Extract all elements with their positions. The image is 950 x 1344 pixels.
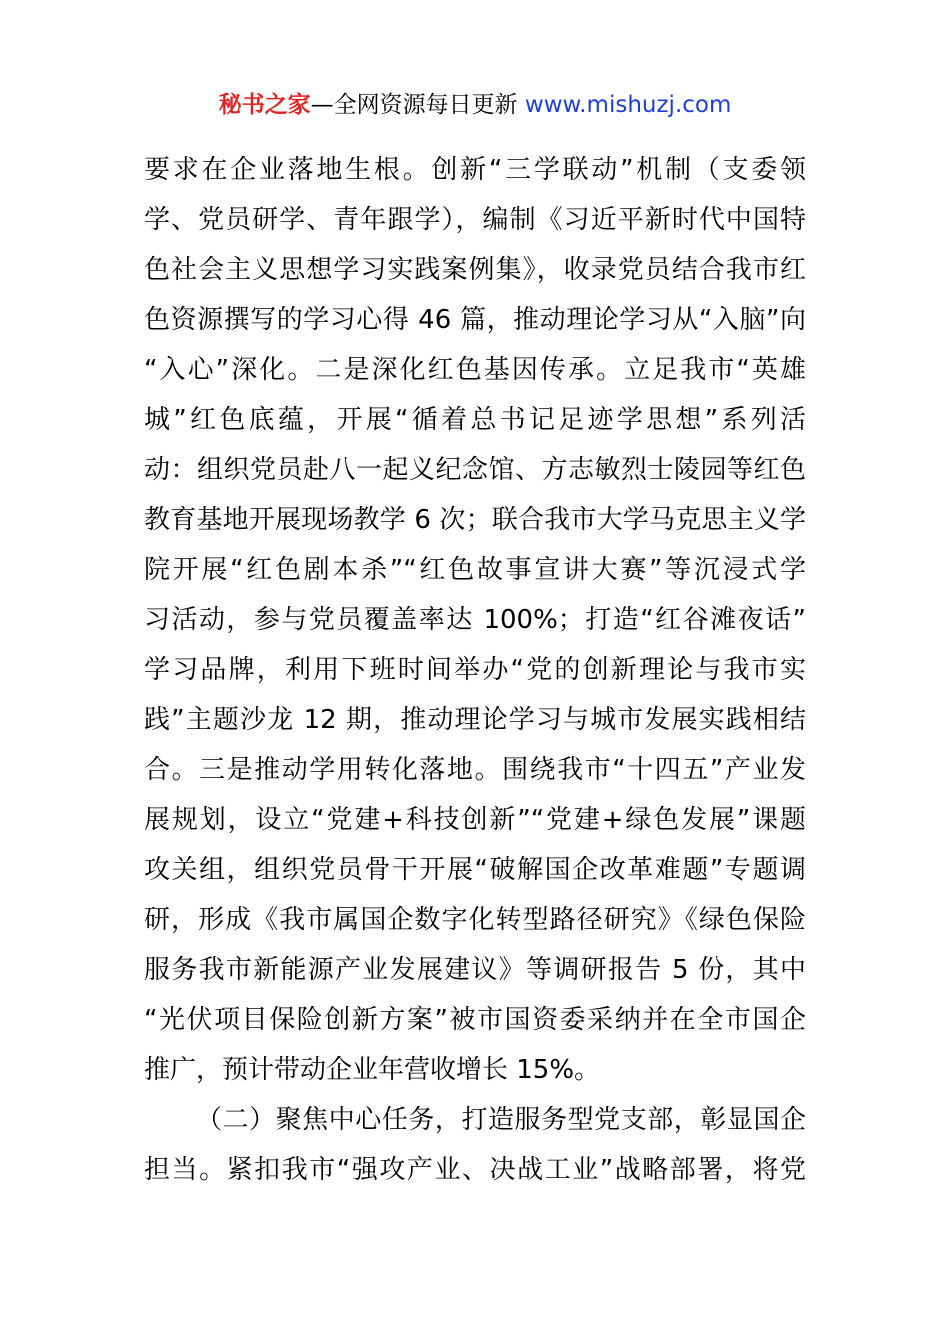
text-line: 城”红色底蕴，开展“循着总书记足迹学思想”系列活	[144, 405, 806, 435]
text-line: 教育基地开展现场教学 6 次；联合我市大学马克思主义学	[144, 505, 806, 535]
text-line: 学、党员研学、青年跟学），编制《习近平新时代中国特	[144, 205, 806, 235]
site-url[interactable]: www.mishuzj.com	[524, 92, 732, 118]
text-line: 学习品牌，利用下班时间举办“党的创新理论与我市实	[144, 655, 806, 685]
text-line: 服务我市新能源产业发展建议》等调研报告 5 份，其中	[144, 955, 806, 985]
text-line: 攻关组，组织党员骨干开展“破解国企改革难题”专题调	[144, 855, 806, 885]
text-line: 展规划，设立“党建+科技创新”“党建+绿色发展”课题	[144, 805, 806, 835]
text-line: 践”主题沙龙 12 期，推动理论学习与城市发展实践相结	[144, 705, 806, 735]
document-body	[144, 145, 806, 1195]
text-line: 色社会主义思想学习实践案例集》，收录党员结合我市红	[144, 255, 806, 285]
paragraph-end-line: 推广，预计带动企业年营收增长 15%。	[144, 1055, 601, 1085]
text-line: 担当。紧扣我市“强攻产业、决战工业”战略部署，将党	[144, 1155, 806, 1185]
text-line: 合。三是推动学用转化落地。围绕我市“十四五”产业发	[144, 755, 806, 785]
text-line: 研，形成《我市属国企数字化转型路径研究》《绿色保险	[144, 905, 806, 935]
text-line: 习活动，参与党员覆盖率达 100%；打造“红谷滩夜话”	[144, 605, 806, 635]
brand-name: 秘书之家	[218, 92, 311, 118]
header-tagline: —全网资源每日更新	[310, 92, 525, 118]
section-heading-line: （二）聚焦中心任务，打造服务型党支部，彰显国企	[196, 1105, 806, 1135]
text-line: 动：组织党员赴八一起义纪念馆、方志敏烈士陵园等红色	[144, 455, 806, 485]
text-line: 院开展“红色剧本杀”“红色故事宣讲大赛”等沉浸式学	[144, 555, 806, 585]
text-line: “入心”深化。二是深化红色基因传承。立足我市“英雄	[144, 355, 806, 385]
text-line: “光伏项目保险创新方案”被市国资委采纳并在全市国企	[144, 1005, 806, 1035]
text-line: 色资源撰写的学习心得 46 篇，推动理论学习从“入脑”向	[144, 305, 806, 335]
site-header	[0, 88, 950, 122]
text-line: 要求在企业落地生根。创新“三学联动”机制（支委领	[144, 155, 806, 185]
